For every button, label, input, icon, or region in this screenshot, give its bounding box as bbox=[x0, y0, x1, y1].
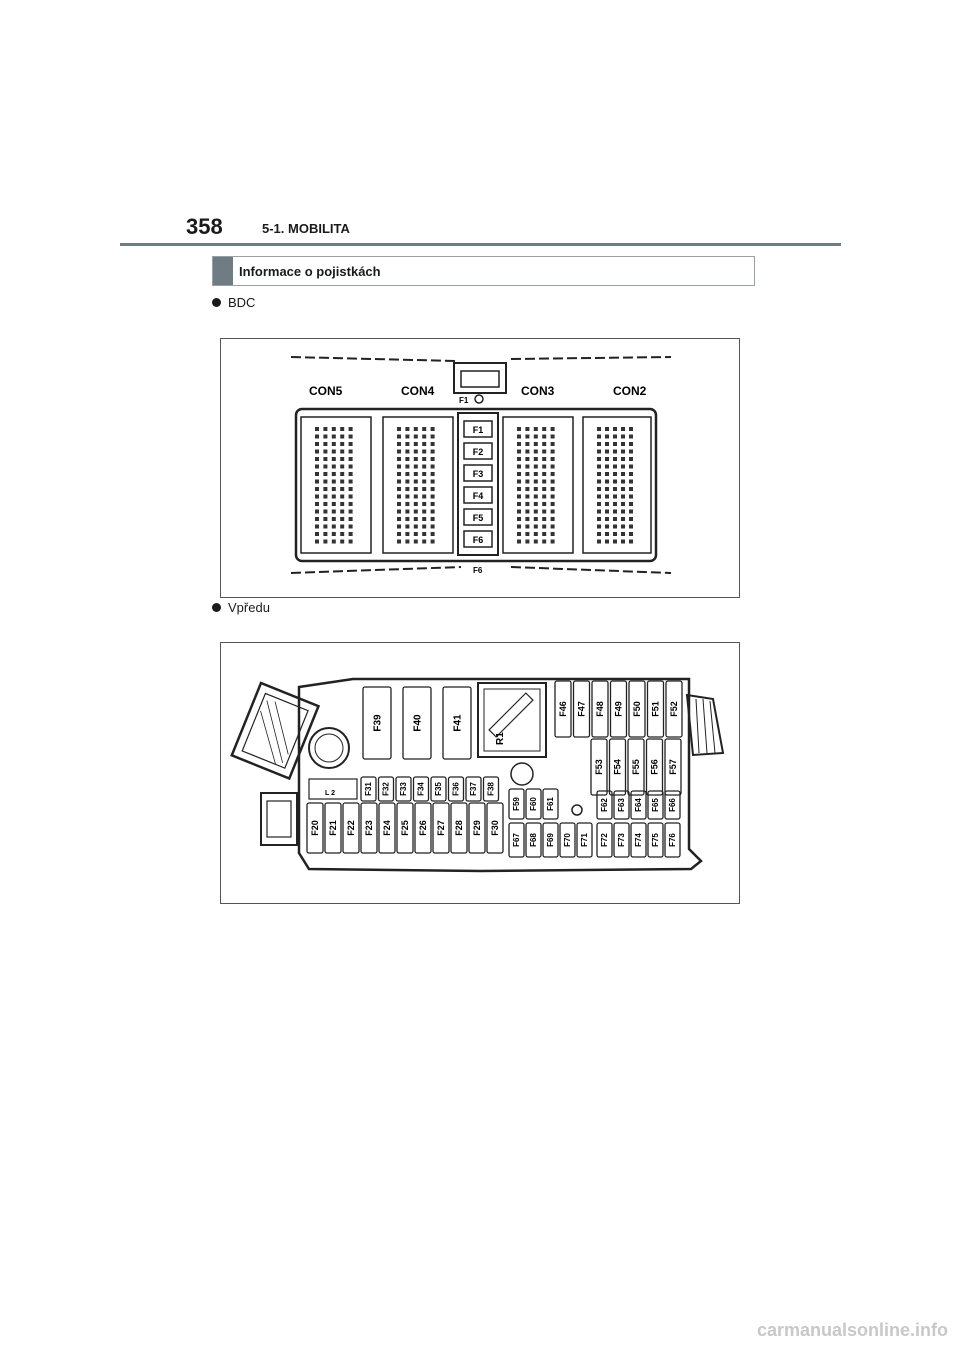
front-fuse-label: F25 bbox=[400, 820, 410, 836]
front-fuse-label: F67 bbox=[512, 833, 522, 847]
front-fuse-label: F33 bbox=[399, 782, 409, 796]
bdc-connector-label: CON5 bbox=[309, 384, 343, 398]
front-fuse bbox=[361, 803, 377, 853]
front-fuse bbox=[415, 803, 431, 853]
front-fuse-label: F76 bbox=[668, 833, 678, 847]
front-fuse bbox=[628, 739, 644, 795]
bdc-fuse-label: F6 bbox=[472, 535, 484, 545]
front-fuse bbox=[469, 803, 485, 853]
front-fuse bbox=[433, 803, 449, 853]
front-fuse-label: F29 bbox=[472, 820, 482, 836]
front-fuse-label: F66 bbox=[668, 798, 678, 812]
front-fuse-label: F73 bbox=[617, 833, 627, 847]
bdc-connector-label: CON2 bbox=[613, 384, 647, 398]
front-fuse-label: F39 bbox=[372, 714, 384, 732]
front-fuse bbox=[614, 823, 629, 857]
front-fuse-label: F36 bbox=[451, 782, 461, 796]
front-fuse bbox=[443, 687, 471, 759]
front-fuse bbox=[414, 777, 429, 801]
front-fuse bbox=[648, 823, 663, 857]
front-fuse-label: F57 bbox=[668, 759, 678, 775]
subheading-box bbox=[212, 256, 755, 286]
front-fuse bbox=[543, 823, 558, 857]
front-fuse bbox=[487, 803, 503, 853]
front-fuse bbox=[431, 777, 446, 801]
bdc-fuse bbox=[464, 509, 492, 525]
subheading-bar bbox=[213, 257, 233, 285]
front-fuse-label: F68 bbox=[529, 833, 539, 847]
front-fuse bbox=[484, 777, 499, 801]
front-fuse-label: F26 bbox=[418, 820, 428, 836]
page-number: 358 bbox=[186, 214, 223, 239]
front-fuse-label: F55 bbox=[631, 759, 641, 775]
bdc-fuse bbox=[464, 531, 492, 547]
front-fuse-label: F35 bbox=[434, 782, 444, 796]
bdc-fuse bbox=[464, 465, 492, 481]
front-fuse-label: F53 bbox=[594, 759, 604, 775]
front-fuse-label: F61 bbox=[546, 797, 556, 811]
front-fuse bbox=[648, 681, 664, 737]
bullet-dot bbox=[212, 298, 221, 307]
bdc-fuse-label: F5 bbox=[472, 513, 484, 523]
front-fuse-label: F59 bbox=[512, 797, 522, 811]
header-rule bbox=[120, 243, 841, 246]
front-fuse-label: F51 bbox=[650, 701, 661, 717]
front-fuse bbox=[560, 823, 575, 857]
front-fuse-label: F50 bbox=[632, 701, 642, 717]
front-fuse-label: F24 bbox=[382, 820, 392, 836]
front-fuse-label: F48 bbox=[595, 701, 605, 717]
front-figure bbox=[220, 642, 740, 904]
front-fuse-label: F40 bbox=[412, 714, 424, 732]
bdc-top-label: F1 bbox=[459, 396, 469, 405]
front-fuse bbox=[631, 823, 646, 857]
front-fuse bbox=[466, 777, 481, 801]
front-fuse-label: F38 bbox=[486, 782, 496, 796]
front-fuse bbox=[629, 681, 645, 737]
front-fuse-label: F71 bbox=[580, 833, 590, 847]
front-fuse bbox=[610, 739, 626, 795]
front-fuse-label: F69 bbox=[546, 833, 556, 847]
front-fuse-label: F56 bbox=[649, 759, 660, 775]
front-fuse bbox=[403, 687, 431, 759]
front-l2-label: L 2 bbox=[325, 790, 335, 797]
bdc-fuse-label: F1 bbox=[472, 425, 484, 435]
section-title: 5-1. MOBILITA bbox=[262, 221, 350, 236]
front-fuse bbox=[611, 681, 627, 737]
front-fuse-label: F70 bbox=[563, 833, 573, 847]
bullet-bdc bbox=[212, 295, 255, 310]
front-fuse-label: F75 bbox=[651, 833, 661, 847]
front-fuse-label: F22 bbox=[346, 820, 356, 836]
front-fuse-label: F47 bbox=[576, 701, 587, 717]
front-fuse-label: F41 bbox=[452, 714, 464, 732]
front-fuse-label: F37 bbox=[469, 782, 479, 796]
bullet-bdc-label: BDC bbox=[228, 295, 256, 310]
front-fuse-label: F65 bbox=[651, 798, 661, 812]
front-fuse bbox=[451, 803, 467, 853]
front-fuse bbox=[574, 681, 590, 737]
bdc-fuse bbox=[464, 443, 492, 459]
front-fuse-label: F34 bbox=[416, 782, 426, 796]
front-fuse-label: F52 bbox=[669, 701, 679, 717]
front-fuse bbox=[361, 777, 376, 801]
front-fuse bbox=[307, 803, 323, 853]
front-fuse-label: F20 bbox=[310, 820, 320, 836]
bdc-fuse-label: F2 bbox=[472, 447, 484, 457]
bdc-fuse bbox=[464, 421, 492, 437]
watermark: carmanualsonline.info bbox=[756, 1320, 948, 1340]
front-diagram bbox=[221, 643, 739, 903]
front-fuse bbox=[577, 823, 592, 857]
front-fuse bbox=[592, 681, 608, 737]
bdc-figure bbox=[220, 338, 740, 598]
front-fuse bbox=[665, 823, 680, 857]
front-fuse-label: F46 bbox=[558, 701, 568, 717]
front-fuse bbox=[597, 823, 612, 857]
front-fuse bbox=[363, 687, 391, 759]
front-fuse bbox=[449, 777, 464, 801]
front-fuse-label: F32 bbox=[381, 782, 391, 796]
front-fuse-label: F49 bbox=[613, 701, 624, 717]
front-fuse bbox=[555, 681, 571, 737]
bdc-fuse-label: F3 bbox=[472, 469, 484, 479]
front-fuse-label: F72 bbox=[600, 833, 610, 847]
front-fuse-label: F23 bbox=[364, 820, 374, 836]
bullet-front bbox=[212, 600, 270, 615]
bdc-connector-block bbox=[301, 417, 371, 553]
bdc-connector-block bbox=[583, 417, 651, 553]
bdc-connector-block bbox=[503, 417, 573, 553]
front-fuse bbox=[396, 777, 411, 801]
front-fuse bbox=[343, 803, 359, 853]
front-fuse bbox=[543, 789, 558, 819]
bullet-dot bbox=[212, 603, 221, 612]
front-fuse-label: F63 bbox=[617, 798, 627, 812]
front-fuse bbox=[591, 739, 607, 795]
front-fuse bbox=[325, 803, 341, 853]
front-fuse bbox=[526, 823, 541, 857]
front-fuse bbox=[509, 789, 524, 819]
front-fuse-label: F54 bbox=[612, 759, 623, 775]
front-fuse-label: F60 bbox=[529, 797, 539, 811]
front-fuse-label: F62 bbox=[600, 798, 610, 812]
bdc-connector-block bbox=[383, 417, 453, 553]
bdc-bottom-label: F6 bbox=[473, 566, 483, 575]
front-fuse-label: F74 bbox=[634, 833, 644, 847]
front-fuse-label: F64 bbox=[634, 798, 644, 812]
front-fuse-label: F31 bbox=[364, 782, 374, 796]
front-fuse bbox=[665, 739, 681, 795]
bdc-fuse bbox=[464, 487, 492, 503]
bdc-connector-label: CON4 bbox=[401, 384, 435, 398]
front-fuse bbox=[526, 789, 541, 819]
front-fuse bbox=[397, 803, 413, 853]
front-fuse-label: F28 bbox=[454, 820, 464, 836]
bullet-front-label: Vpředu bbox=[228, 600, 270, 615]
front-fuse bbox=[666, 681, 682, 737]
bdc-fuse-label: F4 bbox=[472, 491, 484, 501]
front-fuse bbox=[379, 777, 394, 801]
bdc-diagram bbox=[221, 339, 739, 597]
bdc-connector-label: CON3 bbox=[521, 384, 555, 398]
front-fuse bbox=[379, 803, 395, 853]
front-fuse-label: F30 bbox=[490, 820, 500, 836]
front-fuse bbox=[647, 739, 663, 795]
subheading-text: Informace o pojistkách bbox=[239, 263, 381, 279]
front-fuse bbox=[509, 823, 524, 857]
front-fuse-label: F21 bbox=[328, 820, 338, 836]
front-relay-label: R1 bbox=[495, 732, 506, 745]
front-fuse-label: F27 bbox=[436, 820, 446, 836]
